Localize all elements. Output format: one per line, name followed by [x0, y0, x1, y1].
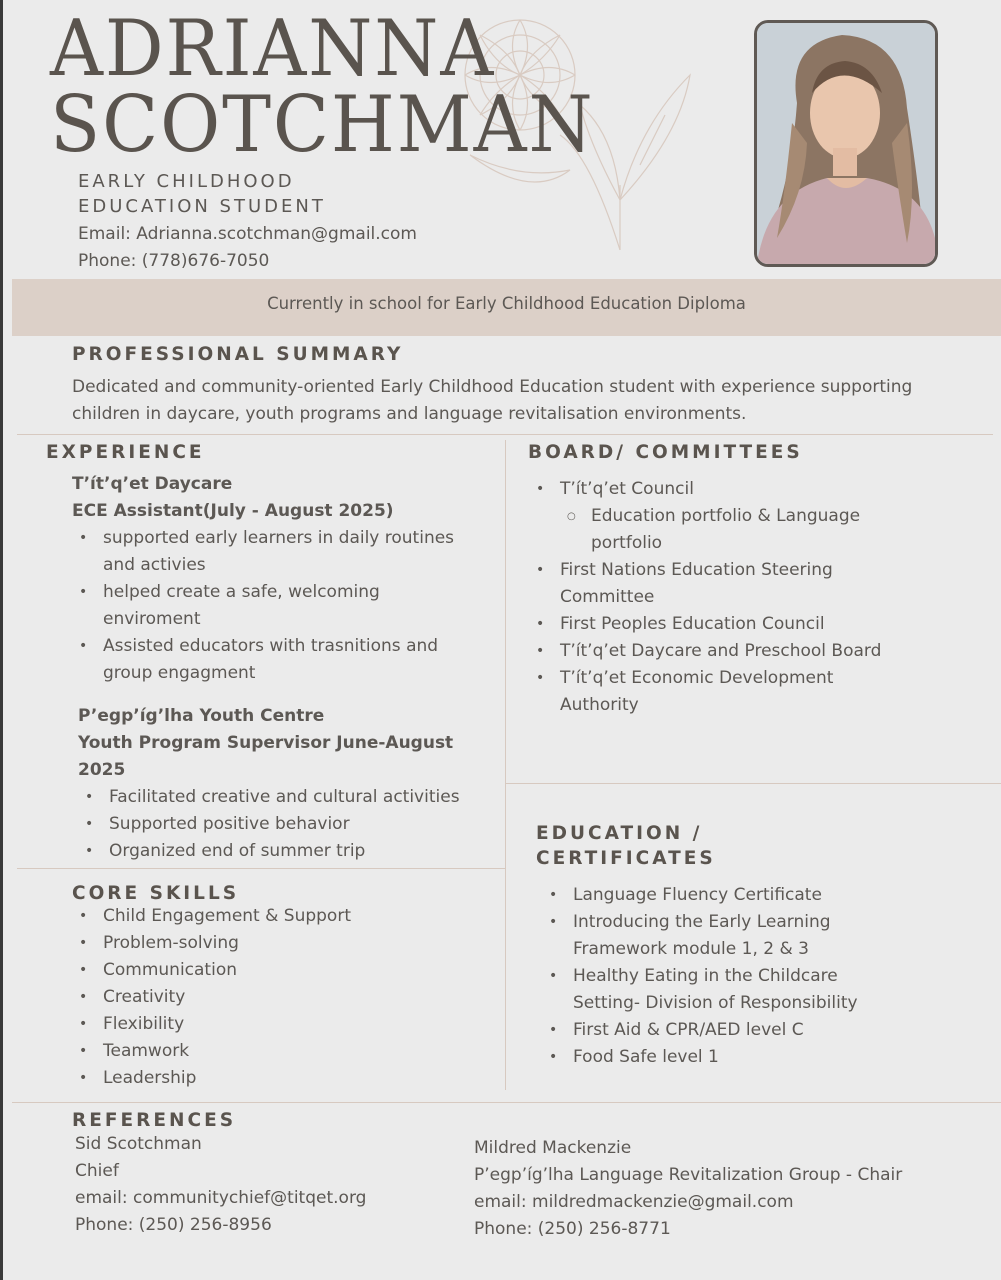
last-name: SCOTCHMAN [50, 80, 595, 170]
experience-heading: EXPERIENCE [46, 442, 205, 463]
contact-phone: Phone: (778)676-7050 [78, 251, 270, 271]
education-heading-line-1: EDUCATION / [536, 823, 703, 844]
list-item: • Creativity [72, 984, 492, 1011]
list-item: • Flexibility [72, 1011, 492, 1038]
ref1-email: email: communitychief@titqet.org [75, 1188, 367, 1208]
list-item: • supported early learners in daily routines and activies [72, 525, 492, 579]
list-item: • T’ít’q’et Daycare and Preschool Board [529, 638, 989, 665]
portrait-image [757, 23, 935, 264]
list-item: • Language Fluency Certificate [542, 882, 982, 909]
banner-text: Currently in school for Early Childhood Education Diploma [267, 294, 746, 313]
reference-2 [474, 1135, 902, 1243]
list-item: • Leadership [72, 1065, 492, 1092]
divider-experience [17, 868, 505, 869]
subtitle-line-1: EARLY CHILDHOOD [78, 171, 295, 192]
contact-email: Email: Adrianna.scotchman@gmail.com [78, 224, 417, 244]
list-item: • Healthy Eating in the Childcare Setting- Division of Responsibility [542, 963, 982, 1017]
education-heading-line-2: CERTIFICATES [536, 848, 716, 869]
list-item: • First Peoples Education Council [529, 611, 989, 638]
list-item: • T’ít’q’et Economic Development Authority [529, 665, 989, 719]
list-item: • Introducing the Early Learning Framework module 1, 2 & 3 [542, 909, 982, 963]
profile-photo [754, 20, 938, 267]
divider-summary [17, 434, 993, 435]
education-list [542, 882, 982, 1071]
summary-line-1: Dedicated and community-oriented Early Childhood Education student with experience supporting [72, 377, 913, 397]
status-banner [12, 279, 1001, 336]
job2-role-line-2: 2025 [78, 760, 126, 780]
skills-heading: CORE SKILLS [72, 883, 240, 904]
list-item: • First Aid & CPR/AED level C [542, 1017, 982, 1044]
ref2-title: P’egp’íg’lha Language Revitalization Group - Chair [474, 1165, 903, 1185]
list-item: ○ Education portfolio & Language portfolio [529, 503, 989, 557]
divider-board [506, 783, 1001, 784]
list-item: • Organized end of summer trip [78, 838, 498, 865]
first-name: ADRIANNA [50, 4, 496, 94]
skills-list [72, 903, 492, 1092]
page-edge [0, 0, 3, 1280]
job1-duties [72, 525, 492, 687]
list-item: • T’ít’q’et Council [529, 476, 989, 503]
list-item: • Assisted educators with trasnitions and group engagment [72, 633, 492, 687]
list-item: • Problem-solving [72, 930, 492, 957]
board-heading: BOARD/ COMMITTEES [528, 442, 803, 463]
job2-employer: P’egp’íg’lha Youth Centre [78, 706, 325, 726]
summary-line-2: children in daycare, youth programs and language revitalisation environments. [72, 404, 747, 424]
ref1-phone: Phone: (250) 256-8956 [75, 1215, 272, 1235]
subtitle-line-2: EDUCATION STUDENT [78, 196, 326, 217]
list-item: • First Nations Education Steering Committee [529, 557, 989, 611]
references-heading: REFERENCES [72, 1110, 237, 1131]
list-item: • Supported positive behavior [78, 811, 498, 838]
list-item: • helped create a safe, welcoming enviroment [72, 579, 492, 633]
list-item: • Food Safe level 1 [542, 1044, 982, 1071]
job2-role-line-1: Youth Program Supervisor June-August [78, 733, 454, 753]
list-item: • Facilitated creative and cultural activities [78, 784, 498, 811]
board-list [529, 476, 989, 719]
list-item: • Teamwork [72, 1038, 492, 1065]
divider-references [12, 1102, 1001, 1103]
reference-1 [75, 1131, 366, 1239]
ref2-name: Mildred Mackenzie [474, 1138, 632, 1158]
job1-role: ECE Assistant(July - August 2025) [72, 501, 394, 521]
ref1-title: Chief [75, 1161, 119, 1181]
job2-duties [78, 784, 498, 865]
ref2-phone: Phone: (250) 256-8771 [474, 1219, 671, 1239]
list-item: • Communication [72, 957, 492, 984]
ref1-name: Sid Scotchman [75, 1134, 202, 1154]
job1-employer: T’ít’q’et Daycare [72, 474, 233, 494]
ref2-email: email: mildredmackenzie@gmail.com [474, 1192, 794, 1212]
divider-columns [505, 440, 506, 1090]
summary-heading: PROFESSIONAL SUMMARY [72, 344, 404, 365]
list-item: • Child Engagement & Support [72, 903, 492, 930]
